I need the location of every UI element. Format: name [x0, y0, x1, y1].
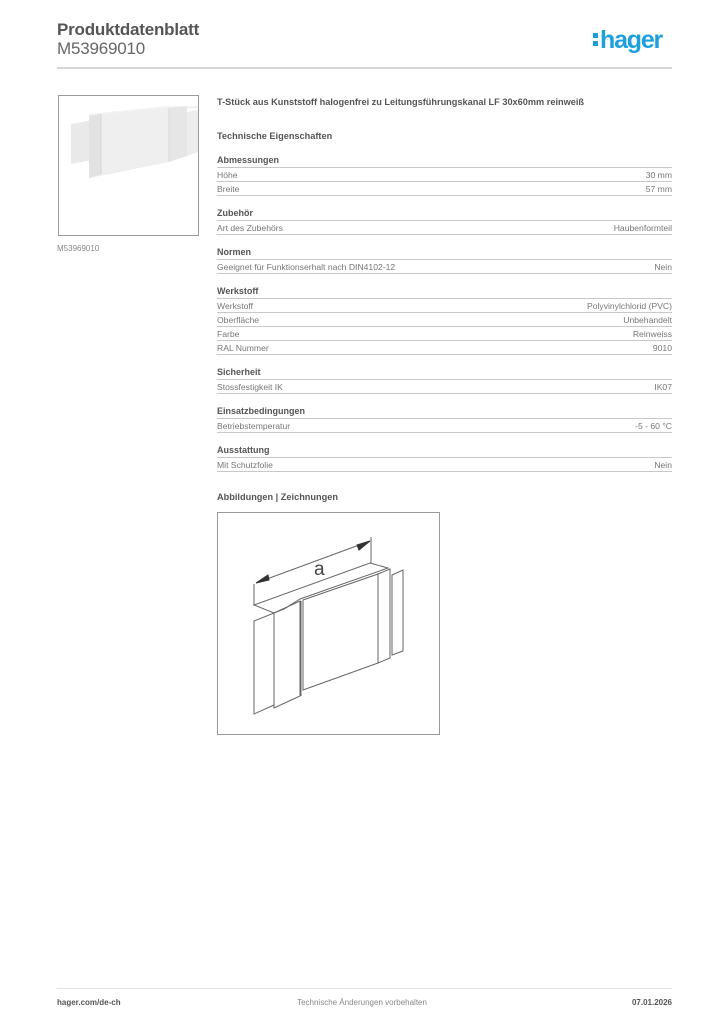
t-piece-photo-icon — [59, 96, 198, 235]
properties-list — [217, 154, 672, 483]
group-sicherheit — [217, 366, 672, 394]
property-label: Breite — [217, 184, 240, 194]
group-einsatzbedingungen — [217, 405, 672, 433]
property-row — [217, 458, 672, 472]
property-label: Stossfestigkeit IK — [217, 382, 283, 392]
article-number: M53969010 — [57, 39, 145, 58]
image-caption: M53969010 — [57, 244, 100, 253]
property-value: IK07 — [654, 382, 672, 392]
group-title: Einsatzbedingungen — [217, 405, 672, 419]
property-row — [217, 327, 672, 341]
property-value: Haubenformteil — [613, 223, 672, 233]
group-title: Werkstoff — [217, 285, 672, 299]
property-row — [217, 299, 672, 313]
group-normen — [217, 246, 672, 274]
property-row — [217, 341, 672, 355]
footer-divider — [57, 988, 672, 989]
logo-colon-icon — [593, 28, 599, 48]
technical-heading: Technische Eigenschaften — [217, 131, 333, 141]
t-piece-drawing-icon — [218, 513, 439, 734]
technical-drawing — [217, 512, 440, 735]
page-title: Produktdatenblatt — [57, 20, 200, 39]
group-ausstattung — [217, 444, 672, 472]
property-label: RAL Nummer — [217, 343, 269, 353]
footer-notice: Technische Änderungen vorbehalten — [297, 998, 427, 1007]
group-title: Ausstattung — [217, 444, 672, 458]
property-label: Betriebstemperatur — [217, 421, 291, 431]
property-value: Reinweiss — [632, 329, 672, 339]
group-title: Zubehör — [217, 207, 672, 221]
footer-date: 07.01.2026 — [631, 998, 672, 1007]
property-label: Geeignet für Funktionserhalt nach DIN4102-12 — [217, 262, 396, 272]
logo-text: hager — [600, 26, 663, 54]
property-value: 30 mm — [645, 170, 672, 180]
product-description: T-Stück aus Kunststoff halogenfrei zu Leitungsführungskanal LF 30x60mm reinweiß — [217, 97, 585, 107]
property-row — [217, 221, 672, 235]
property-label: Farbe — [217, 329, 240, 339]
svg-text:a: a — [314, 559, 325, 580]
property-label: Oberfläche — [217, 315, 260, 325]
group-werkstoff — [217, 285, 672, 355]
property-row — [217, 380, 672, 394]
property-value: Polyvinylchlorid (PVC) — [586, 301, 672, 311]
group-title: Abmessungen — [217, 154, 672, 168]
property-value: Nein — [654, 262, 672, 272]
property-row — [217, 419, 672, 433]
property-value: 57 mm — [645, 184, 672, 194]
property-value: Unbehandelt — [623, 315, 672, 325]
group-zubehoer — [217, 207, 672, 235]
property-value: -5 - 60 °C — [635, 421, 672, 431]
property-row — [217, 313, 672, 327]
property-label: Art des Zubehörs — [217, 223, 283, 233]
property-row — [217, 168, 672, 182]
property-label: Mit Schutzfolie — [217, 460, 273, 470]
drawings-heading: Abbildungen | Zeichnungen — [217, 492, 338, 502]
hager-logo — [593, 26, 662, 54]
property-label: Höhe — [217, 170, 238, 180]
header-divider — [57, 67, 672, 69]
property-value: 9010 — [652, 343, 672, 353]
group-abmessungen — [217, 154, 672, 196]
property-row — [217, 260, 672, 274]
property-label: Werkstoff — [217, 301, 253, 311]
product-image — [58, 95, 199, 236]
property-value: Nein — [654, 460, 672, 470]
footer-website-link[interactable]: hager.com/de-ch — [57, 998, 121, 1007]
group-title: Sicherheit — [217, 366, 672, 380]
group-title: Normen — [217, 246, 672, 260]
property-row — [217, 182, 672, 196]
